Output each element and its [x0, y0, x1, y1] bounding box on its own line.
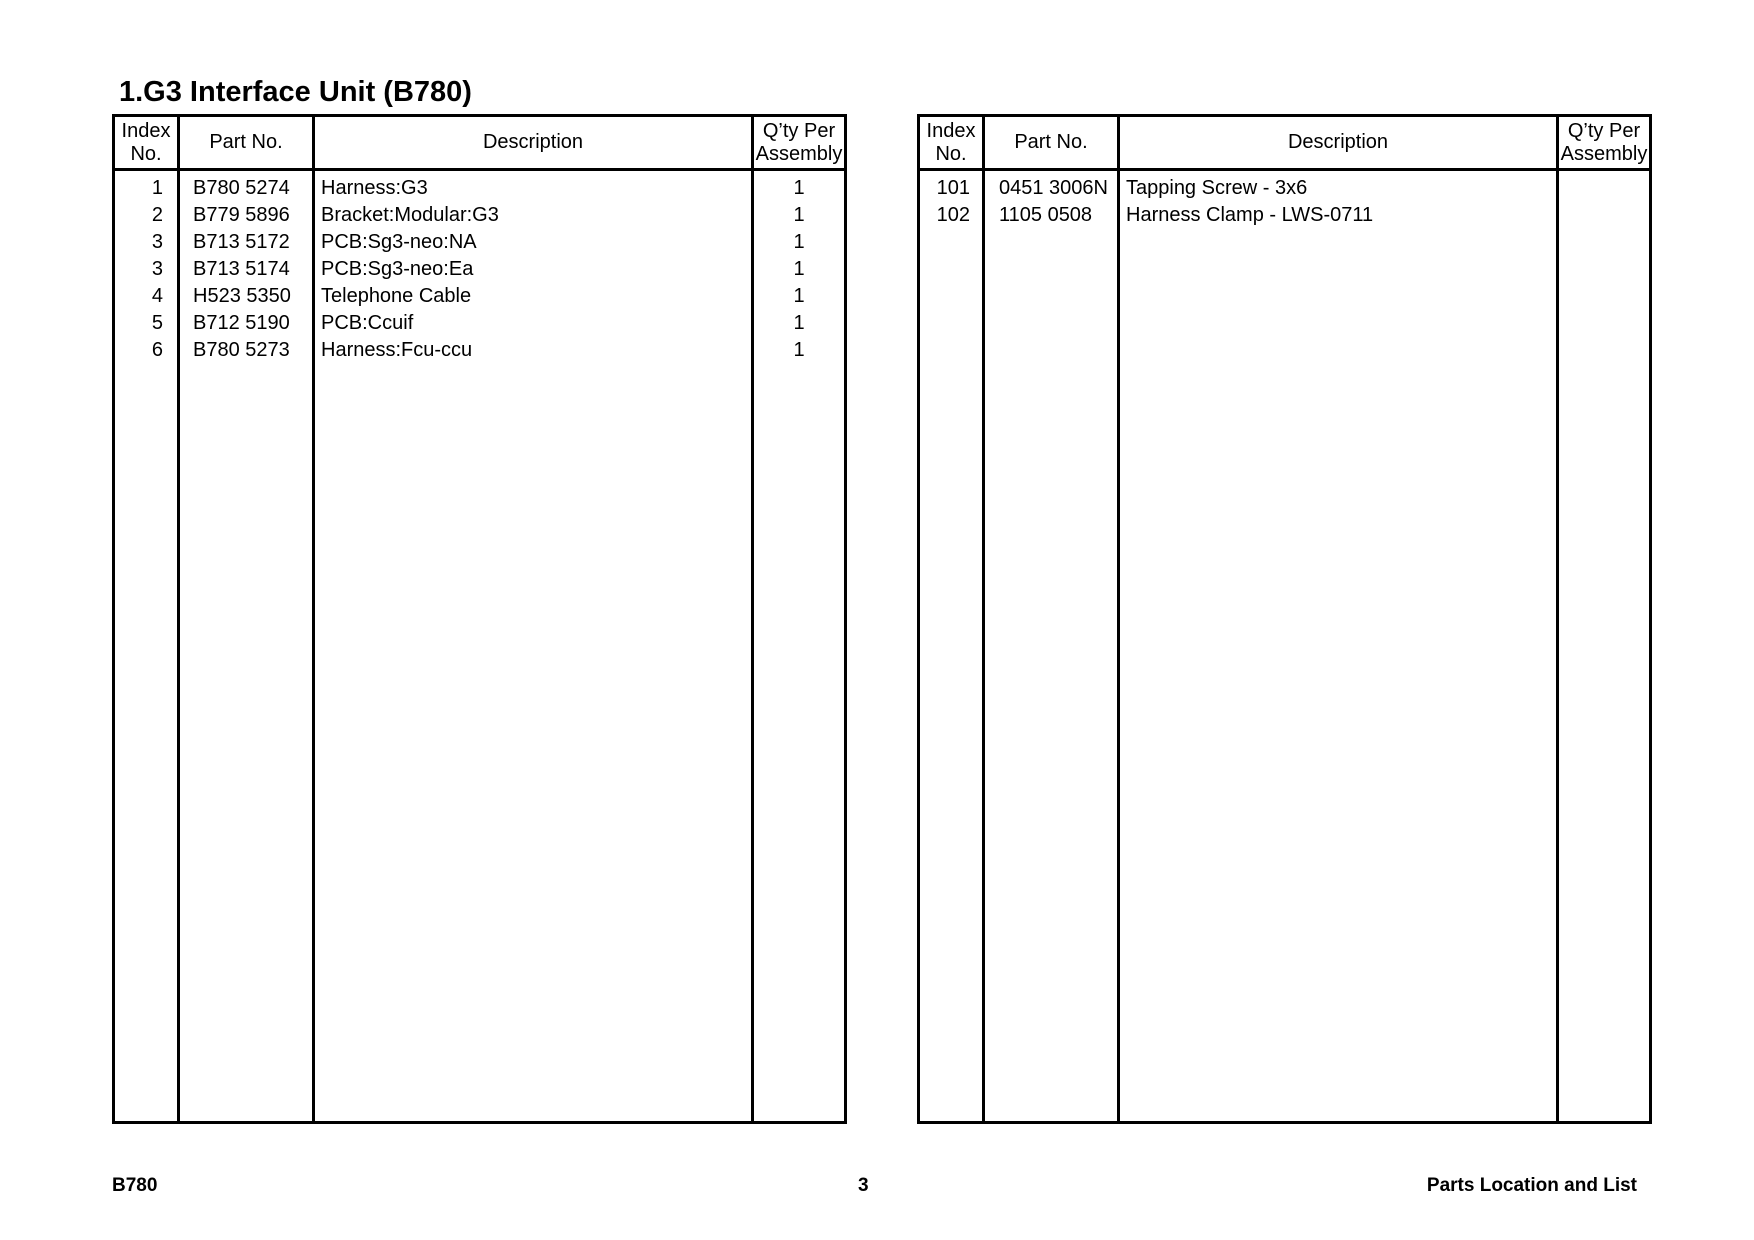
header-index-no: Index No. — [919, 116, 984, 170]
cell-part-no: 0451 3006N — [984, 170, 1119, 203]
cell-index: 5 — [114, 310, 179, 337]
cell-qty: 1 — [753, 310, 846, 337]
cell-part-no: B779 5896 — [179, 202, 314, 229]
cell-description: Harness:Fcu-ccu — [314, 337, 753, 364]
table-row — [114, 202, 846, 229]
page-title: 1.G3 Interface Unit (B780) — [119, 76, 472, 108]
table-row — [114, 229, 846, 256]
cell-description: Harness Clamp - LWS-0711 — [1119, 202, 1558, 229]
parts-table-right — [917, 114, 1652, 1124]
empty-cell — [753, 364, 846, 1123]
cell-part-no: B780 5273 — [179, 337, 314, 364]
cell-qty: 1 — [753, 202, 846, 229]
cell-qty: 1 — [753, 256, 846, 283]
cell-part-no: H523 5350 — [179, 283, 314, 310]
cell-part-no: 1105 0508 — [984, 202, 1119, 229]
empty-cell — [984, 229, 1119, 1123]
cell-qty: 1 — [753, 170, 846, 203]
cell-index: 3 — [114, 229, 179, 256]
empty-cell — [314, 364, 753, 1123]
header-part-no: Part No. — [984, 116, 1119, 170]
cell-description: PCB:Ccuif — [314, 310, 753, 337]
header-part-no: Part No. — [179, 116, 314, 170]
table-row — [919, 202, 1651, 229]
cell-qty — [1558, 170, 1651, 203]
cell-part-no: B713 5172 — [179, 229, 314, 256]
footer-model: B780 — [112, 1175, 158, 1196]
empty-cell — [919, 229, 984, 1123]
cell-qty: 1 — [753, 283, 846, 310]
cell-index: 4 — [114, 283, 179, 310]
footer-page-number: 3 — [858, 1175, 869, 1196]
empty-cell — [179, 364, 314, 1123]
cell-index: 102 — [919, 202, 984, 229]
table-header-row — [919, 116, 1651, 170]
table-row — [114, 337, 846, 364]
cell-part-no: B713 5174 — [179, 256, 314, 283]
table-row — [114, 283, 846, 310]
header-description: Description — [1119, 116, 1558, 170]
cell-description: PCB:Sg3-neo:NA — [314, 229, 753, 256]
cell-description: PCB:Sg3-neo:Ea — [314, 256, 753, 283]
table-row — [919, 170, 1651, 203]
table-filler-row — [919, 229, 1651, 1123]
table-header-row — [114, 116, 846, 170]
table-row — [114, 310, 846, 337]
cell-description: Tapping Screw - 3x6 — [1119, 170, 1558, 203]
cell-qty — [1558, 202, 1651, 229]
cell-description: Bracket:Modular:G3 — [314, 202, 753, 229]
cell-description: Harness:G3 — [314, 170, 753, 203]
header-description: Description — [314, 116, 753, 170]
empty-cell — [1558, 229, 1651, 1123]
cell-index: 1 — [114, 170, 179, 203]
cell-qty: 1 — [753, 229, 846, 256]
table-row — [114, 170, 846, 203]
empty-cell — [1119, 229, 1558, 1123]
parts-table-left — [112, 114, 847, 1124]
table-row — [114, 256, 846, 283]
cell-description: Telephone Cable — [314, 283, 753, 310]
header-index-no: Index No. — [114, 116, 179, 170]
table-filler-row — [114, 364, 846, 1123]
cell-part-no: B712 5190 — [179, 310, 314, 337]
cell-index: 6 — [114, 337, 179, 364]
cell-part-no: B780 5274 — [179, 170, 314, 203]
footer-section-title: Parts Location and List — [1426, 1175, 1637, 1196]
cell-qty: 1 — [753, 337, 846, 364]
header-qty-per-assembly: Q’ty Per Assembly — [753, 116, 846, 170]
cell-index: 101 — [919, 170, 984, 203]
cell-index: 2 — [114, 202, 179, 229]
header-qty-per-assembly: Q’ty Per Assembly — [1558, 116, 1651, 170]
empty-cell — [114, 364, 179, 1123]
cell-index: 3 — [114, 256, 179, 283]
